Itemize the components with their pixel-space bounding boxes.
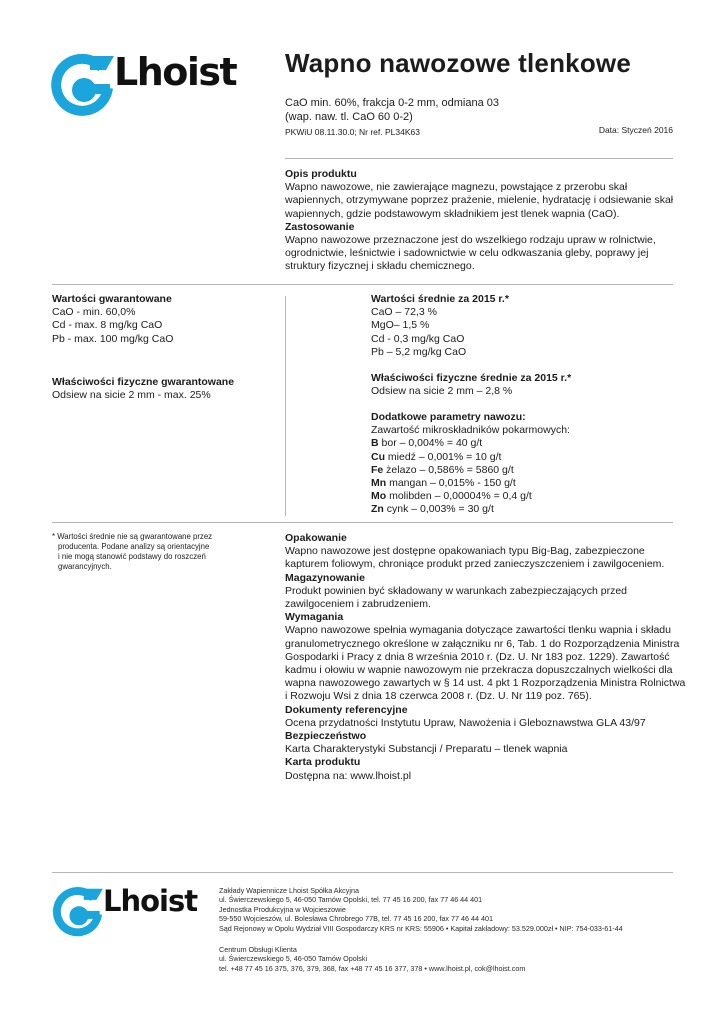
- footer-logo: [52, 882, 202, 938]
- footnote-line: gwarancyjnych.: [58, 562, 112, 571]
- micro-symbol: Zn: [371, 503, 384, 516]
- lhoist-logo-icon: [50, 50, 118, 118]
- footer-contact-line[interactable]: tel. +48 77 45 16 375, 376, 379, 368, fax +48 77 45 16 377, 378 • www.lhoist.pl, cok@lhoist.com: [219, 963, 526, 973]
- details-section: [285, 532, 685, 783]
- average-item: Cd - 0,3 mg/kg CaO: [371, 332, 465, 345]
- description-line: Wapno nawozowe, nie zawierające magnezu, powstające z przerobu skał: [285, 181, 628, 194]
- average-item: CaO – 72,3 %: [371, 306, 437, 319]
- footer-line: ul. Świerczewskiego 5, 46-050 Tarnów Opolski: [219, 954, 368, 964]
- micro-item: [371, 477, 671, 490]
- guaranteed-physical-value: Odsiew na sicie 2 mm - max. 25%: [52, 389, 211, 402]
- packaging-line: Wapno nawozowe jest dostępne opakowaniach typu Big-Bag, zabezpieczone: [285, 545, 645, 558]
- footer-customer-center: [219, 945, 679, 973]
- usage-line: struktury fizycznej i składu chemicznego.: [285, 260, 475, 273]
- product-codes: PKWiU 08.11.30.0; Nr ref. PL34K63: [285, 127, 420, 137]
- requirements-line: granulometrycznego określone w załączniku nr 6, Tab. 1 do Rozporządzenia Ministra: [285, 637, 680, 650]
- footer-line: ul. Świerczewskiego 5, 46-050 Tarnów Opolski, tel. 77 45 16 200, fax 77 46 44 401: [219, 895, 483, 905]
- divider-lower: [52, 522, 673, 523]
- subtitle-line-1: CaO min. 60%, frakcja 0-2 mm, odmiana 03: [285, 97, 499, 109]
- average-physical-value: Odsiew na sicie 2 mm – 2,8 %: [371, 385, 513, 398]
- divider-footer: [52, 872, 673, 873]
- micro-value: molibden – 0,00004% = 0,4 g/t: [386, 490, 532, 503]
- subtitle-line-2: (wap. naw. tl. CaO 60 0-2): [285, 111, 413, 123]
- average-heading: Wartości średnie za 2015 r.*: [371, 293, 509, 305]
- footer-line: 59-550 Wojcieszów, ul. Bolesława Chrobrego 77B, tel. 77 45 16 200, fax 77 46 44 401: [219, 914, 493, 924]
- requirements-line: Gospodarki i Pracy z dnia 8 września 2010 r. (Dz. U. Nr 183 poz. 1229). Zawartość: [285, 650, 670, 663]
- micro-symbol: Mn: [371, 477, 387, 490]
- requirements-line: i Rozwoju Wsi z dnia 18 czerwca 2008 r. (Dz. U. Nr 119 poz. 765).: [285, 690, 592, 703]
- micro-value: miedź – 0,001% = 10 g/t: [385, 450, 502, 463]
- footer-line: Centrum Obsługi Klienta: [219, 945, 297, 954]
- brand-logo: [50, 50, 255, 118]
- guaranteed-item: Pb - max. 100 mg/kg CaO: [52, 332, 174, 345]
- product-card-heading: Karta produktu: [285, 756, 361, 769]
- micro-value: cynk – 0,003% = 30 g/t: [383, 503, 494, 516]
- micro-value: mangan – 0,015% - 150 g/t: [386, 477, 516, 490]
- requirements-heading: Wymagania: [285, 611, 344, 624]
- footnote-line: * Wartości średnie nie są gwarantowane przez: [52, 532, 213, 541]
- reference-docs-line: Ocena przydatności Instytutu Upraw, Nawożenia i Gleboznawstwa GLA 43/97: [285, 716, 646, 729]
- micro-item: [371, 464, 671, 477]
- description-section: [285, 168, 685, 274]
- extra-parameters: [371, 411, 671, 517]
- average-item: MgO– 1,5 %: [371, 319, 430, 332]
- average-item: Pb – 5,2 mg/kg CaO: [371, 345, 467, 358]
- product-card-line: Dostępna na: www.lhoist.pl: [285, 769, 412, 782]
- footer-wordmark: Lhoist: [103, 884, 198, 918]
- footnote: [52, 532, 252, 572]
- guaranteed-physical-heading: Właściwości fizyczne gwarantowane: [52, 376, 235, 388]
- packaging-heading: Opakowanie: [285, 532, 347, 544]
- micro-value: bor – 0,004% = 40 g/t: [378, 437, 483, 450]
- safety-line: Karta Charakterystyki Substancji / Preparatu – tlenek wapnia: [285, 743, 568, 756]
- micro-symbol: B: [371, 437, 379, 450]
- description-line: wapiennych, otrzymywane poprzez prażenie, mielenie, hydratację i odsiewanie skał: [285, 194, 674, 207]
- section-heading-description: Opis produktu: [285, 168, 357, 180]
- average-physical: [371, 372, 671, 398]
- description-line: wapiennych, gdzie podstawowym składnikiem jest tlenek wapnia (CaO).: [285, 207, 620, 220]
- storage-heading: Magazynowanie: [285, 571, 365, 584]
- brand-wordmark: Lhoist: [114, 50, 237, 94]
- average-physical-heading: Właściwości fizyczne średnie za 2015 r.*: [371, 372, 572, 384]
- guaranteed-item: CaO - min. 60,0%: [52, 306, 136, 319]
- micro-item: [371, 503, 671, 516]
- extra-parameters-heading: Dodatkowe parametry nawozu:: [371, 411, 526, 423]
- average-values: [371, 293, 671, 359]
- guaranteed-values: [52, 293, 272, 346]
- storage-line: zawilgoceniem i zabrudzeniem.: [285, 598, 431, 611]
- safety-heading: Bezpieczeństwo: [285, 730, 367, 743]
- micro-symbol: Cu: [371, 450, 385, 463]
- micro-item: [371, 490, 671, 503]
- requirements-line: wapna nawozowego zawartych w § 14 ust. 4 pkt 1 Rozporządzenia Ministra Rolnictwa: [285, 677, 686, 690]
- document-date: Data: Styczeń 2016: [598, 125, 673, 135]
- usage-line: ogrodnictwie, leśnictwie i sadownictwie w celu odkwaszania gleby, poprawy jej: [285, 247, 649, 260]
- footnote-line: i nie mogą stanowić podstawy do roszczeń: [58, 552, 206, 561]
- guaranteed-heading: Wartości gwarantowane: [52, 293, 172, 305]
- micro-value: żelazo – 0,586% = 5860 g/t: [383, 463, 514, 476]
- micro-symbol: Mo: [371, 490, 387, 503]
- usage-line: Wapno nawozowe przeznaczone jest do wszelkiego rodzaju upraw w rolnictwie,: [285, 234, 656, 247]
- guaranteed-physical: [52, 376, 272, 402]
- footer-line: Jednostka Produkcyjna w Wojcieszowie: [219, 904, 346, 914]
- micro-item: [371, 437, 671, 450]
- micro-symbol: Fe: [371, 463, 384, 476]
- footer-line: Zakłady Wapiennicze Lhoist Spółka Akcyjna: [219, 886, 359, 895]
- footer-company: [219, 886, 679, 933]
- packaging-line: kapturem foliowym, chroniące produkt przed zanieczyszczeniem i zawilgoceniem.: [285, 558, 665, 571]
- column-divider: [285, 296, 286, 516]
- section-heading-usage: Zastosowanie: [285, 220, 355, 233]
- page-title: Wapno nawozowe tlenkowe: [285, 48, 631, 78]
- micro-item: [371, 451, 671, 464]
- lhoist-logo-icon: [52, 884, 106, 938]
- divider-top: [285, 158, 673, 159]
- storage-line: Produkt powinien być składowany w warunkach zabezpieczających przed: [285, 584, 628, 597]
- requirements-line: kadmu i ołowiu w wapnie nawozowym nie przekracza dopuszczalnych wielkości dla: [285, 664, 673, 677]
- divider-middle: [52, 284, 673, 285]
- extra-parameters-intro: Zawartość mikroskładników pokarmowych:: [371, 424, 570, 437]
- requirements-line: Wapno nawozowe spełnia wymagania dotyczące zawartości tlenku wapnia i składu: [285, 624, 671, 637]
- reference-docs-heading: Dokumenty referencyjne: [285, 703, 408, 716]
- guaranteed-item: Cd - max. 8 mg/kg CaO: [52, 319, 163, 332]
- footnote-line: producenta. Podane analizy są orientacyjne: [58, 542, 210, 551]
- footer-line: Sąd Rejonowy w Opolu Wydział VIII Gospodarczy KRS nr KRS: 55906 • Kapitał zakładowy: 53.529.000zł • NIP: 754-033-61-44: [219, 923, 623, 933]
